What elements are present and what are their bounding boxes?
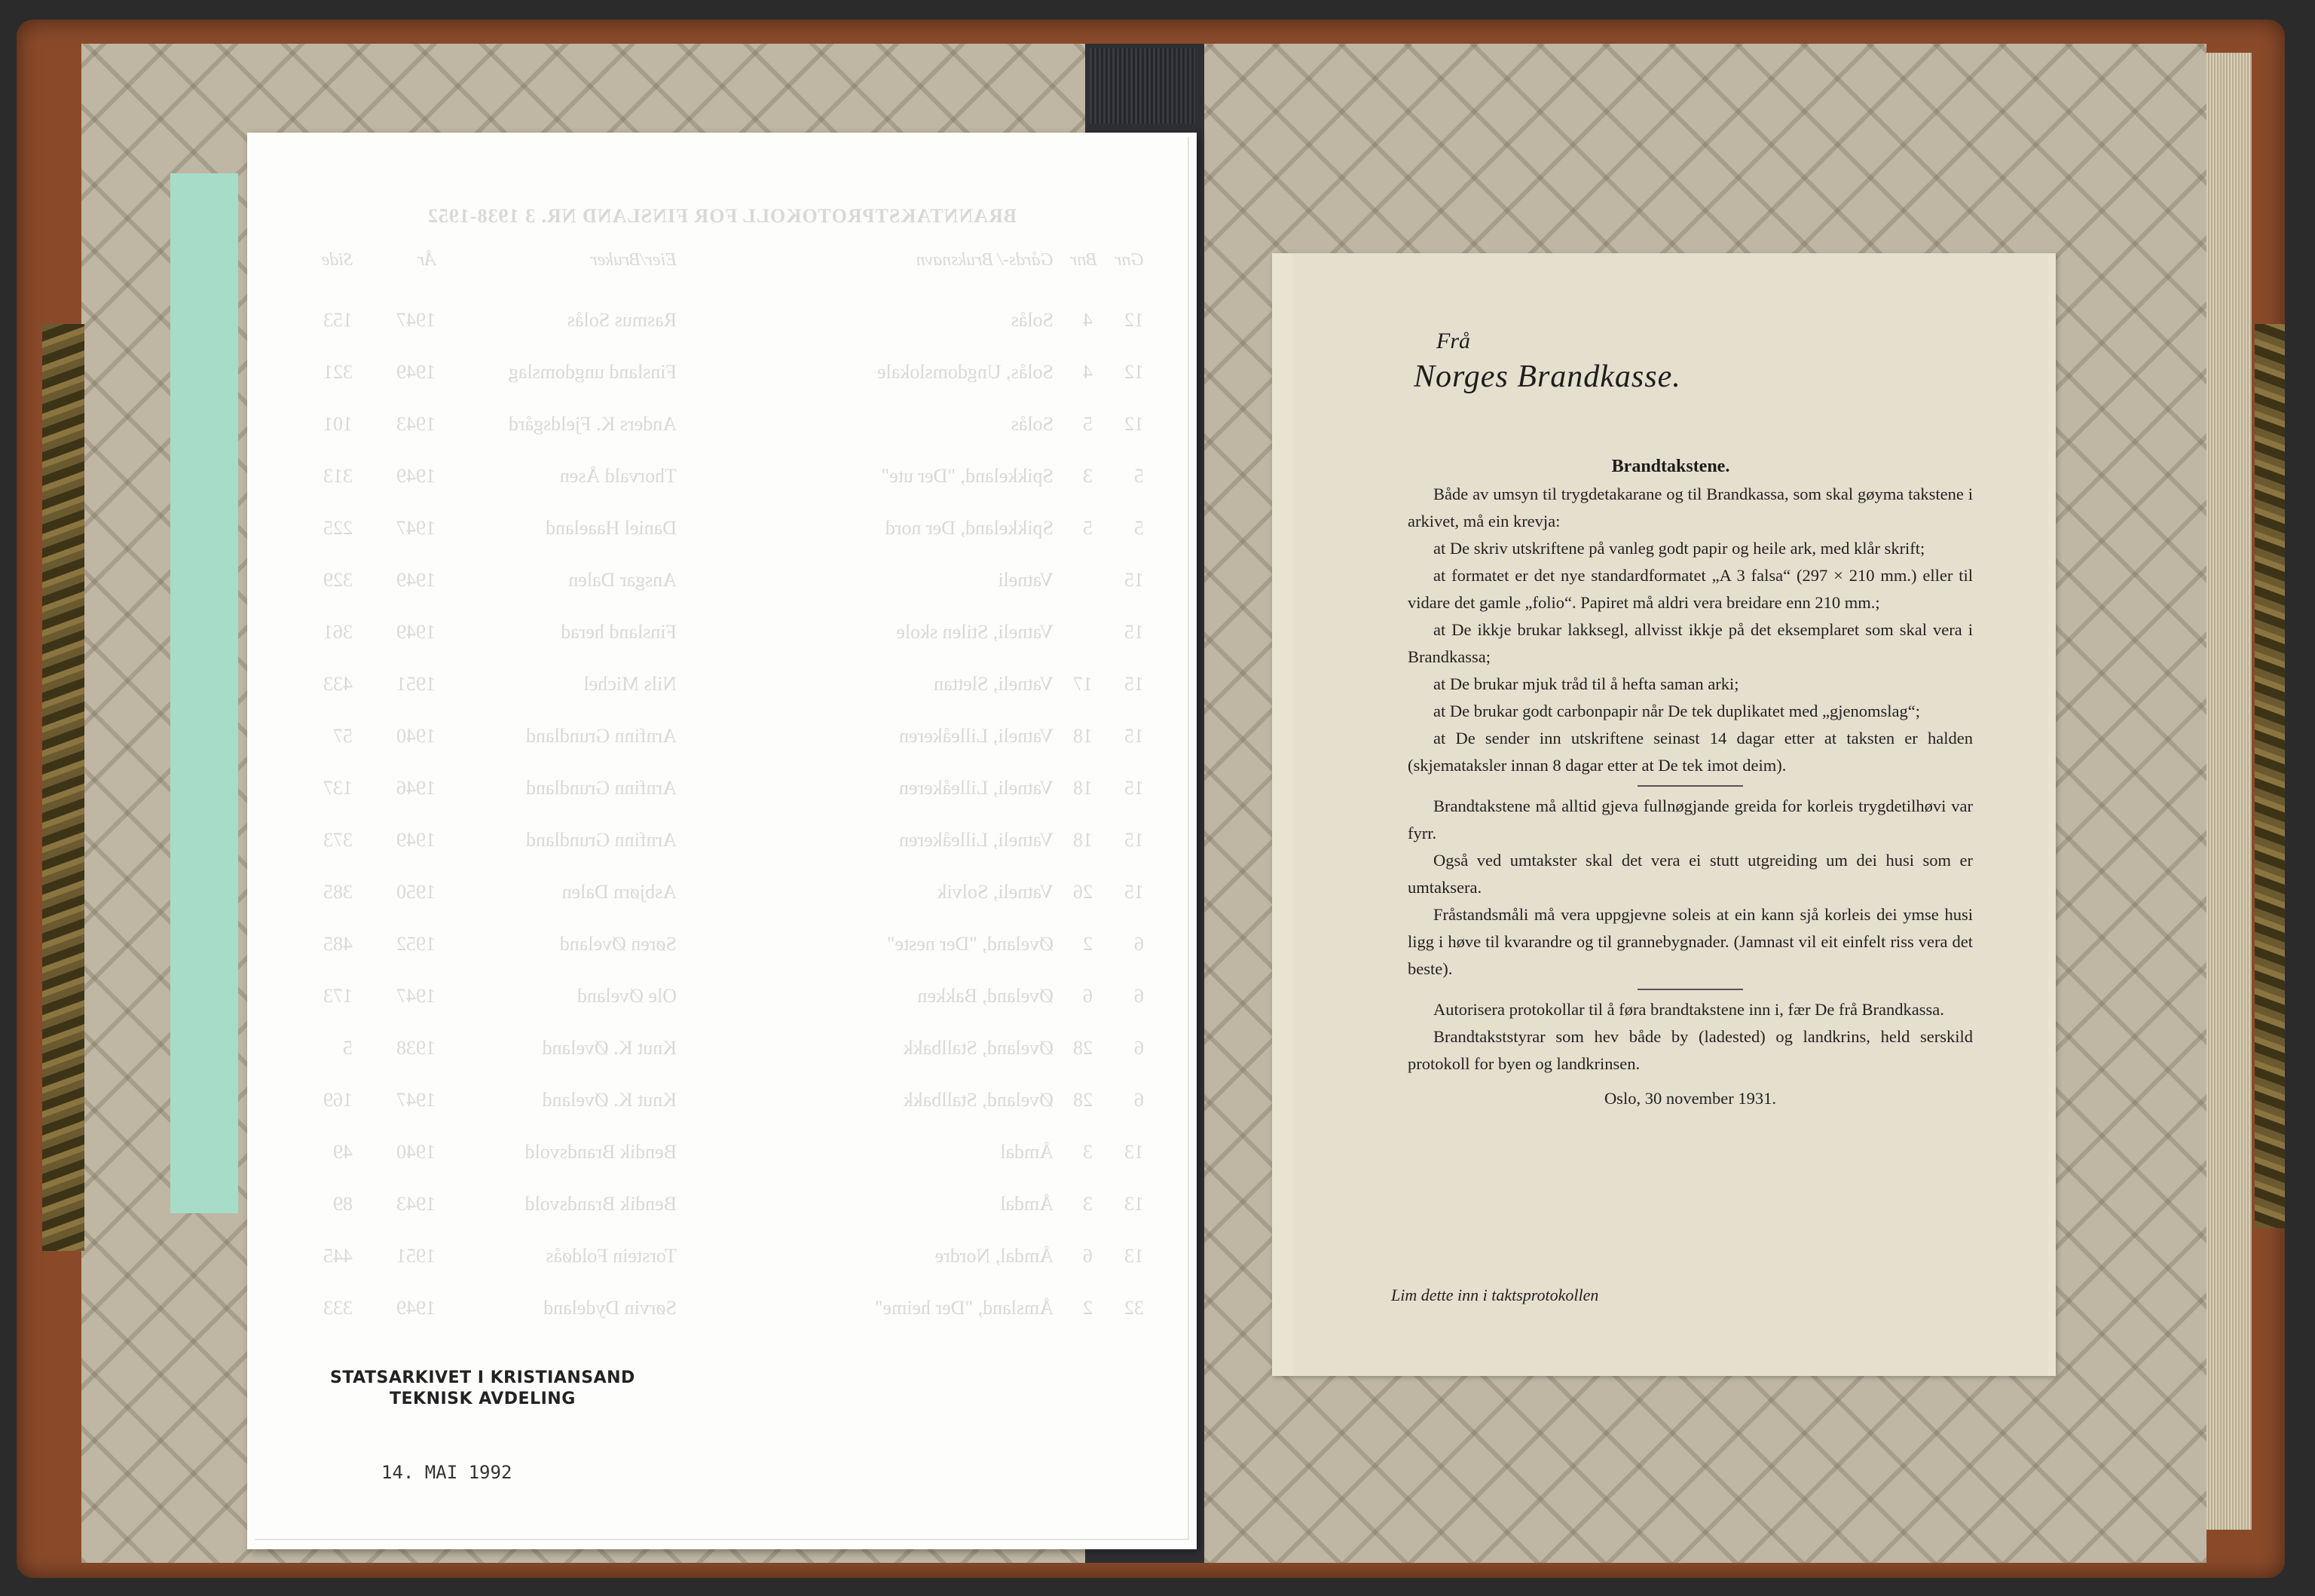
ghost-row xyxy=(255,673,1189,703)
ghost-cell-farm: Åmdal, Nordre xyxy=(934,1245,1054,1267)
notice-p12: Brandtakststyrar som hev både by (ladested) og landkrins, held serskild protokoll for byen og landkrinsen. xyxy=(1408,1027,1973,1073)
notice-p10: Fråstandsmåli må vera uppgjevne soleis at ein kann sjå korleis dei ymse husi ligg i høve til kvarandre og til grannebygnader. (Jamnast vil eit einfelt riss vera det beste). xyxy=(1408,905,1973,978)
ghost-cell-farm: Øveland, "Der neste" xyxy=(886,933,1054,955)
page-block-edge xyxy=(2206,53,2252,1530)
ghost-cell-page: 137 xyxy=(323,777,353,799)
ghost-cell-year: 1949 xyxy=(396,361,436,383)
left-marbled-edge xyxy=(42,324,84,1251)
ghost-cell-gnr: 15 xyxy=(1124,569,1144,591)
ghost-cell-gnr: 15 xyxy=(1124,725,1144,747)
ghost-cell-year: 1947 xyxy=(396,1089,436,1111)
ghost-cell-page: 101 xyxy=(323,413,353,435)
notice-p6: at De brukar godt carbonpapir når De tek duplikatet med „gjenomslag“; xyxy=(1433,702,1921,720)
ghost-cell-bnr: 5 xyxy=(1083,413,1093,435)
notice-p11: Autorisera protokollar til å føra brandtakstene inn i, fær De frå Brandkassa. xyxy=(1433,1000,1944,1019)
ghost-cell-owner: Bendik Brandsvold xyxy=(524,1141,677,1163)
archive-stamp xyxy=(330,1368,635,1410)
ghost-row xyxy=(255,621,1189,651)
ghost-cell-year: 1940 xyxy=(396,1141,436,1163)
ghost-cell-owner: Thorvald Åsen xyxy=(559,465,677,487)
ghost-cell-owner: Søren Øveland xyxy=(559,933,677,955)
ghost-row xyxy=(255,777,1189,807)
ghost-cell-bnr: 18 xyxy=(1073,725,1093,747)
ghost-cell-bnr: 17 xyxy=(1073,673,1093,695)
ghost-row xyxy=(255,1141,1189,1171)
stamp-line-2: TEKNISK AVDELING xyxy=(390,1390,576,1408)
ghost-cell-bnr: 28 xyxy=(1073,1089,1093,1111)
ghost-cell-gnr: 13 xyxy=(1124,1245,1144,1267)
ghost-cell-bnr: 3 xyxy=(1083,465,1093,487)
ghost-cell-bnr: 4 xyxy=(1083,309,1093,331)
notice-heading: Brandtakstene. xyxy=(1611,457,1730,476)
ghost-header-gnr: Gnr xyxy=(1115,250,1144,270)
ghost-cell-gnr: 15 xyxy=(1124,621,1144,643)
notice-fra: Frå xyxy=(1436,329,1470,353)
notice-footer: Lim dette inn i taktsprotokollen xyxy=(1391,1286,1599,1304)
ghost-cell-owner: Finsland herad xyxy=(561,621,677,643)
stamp-date: 14. MAI 1992 xyxy=(381,1462,512,1483)
ghost-cell-gnr: 5 xyxy=(1134,465,1144,487)
ghost-row xyxy=(255,1089,1189,1119)
ghost-cell-farm: Solås xyxy=(1011,413,1054,435)
ghost-row xyxy=(255,413,1189,443)
ghost-cell-gnr: 12 xyxy=(1124,361,1144,383)
ghost-cell-year: 1949 xyxy=(396,829,436,851)
ghost-cell-gnr: 15 xyxy=(1124,777,1144,799)
ghost-cell-owner: Rasmus Solås xyxy=(567,309,677,331)
ghost-cell-owner: Arnfinn Grundland xyxy=(525,777,677,799)
ghost-cell-bnr: 4 xyxy=(1083,361,1093,383)
stamp-line-1: STATSARKIVET I KRISTIANSAND xyxy=(330,1368,635,1387)
ghost-cell-bnr: 3 xyxy=(1083,1141,1093,1163)
notice-p8: Brandtakstene må alltid gjeva fullnøgjande greida for korleis trygdetilhøvi var fyrr. xyxy=(1408,796,1973,842)
ghost-cell-page: 373 xyxy=(323,829,353,851)
ghost-cell-year: 1947 xyxy=(396,517,436,539)
ghost-row xyxy=(255,465,1189,495)
ghost-cell-page: 49 xyxy=(333,1141,353,1163)
ghost-cell-year: 1949 xyxy=(396,465,436,487)
ghost-row xyxy=(255,1245,1189,1275)
ghost-row xyxy=(255,985,1189,1015)
ghost-cell-farm: Åmdal xyxy=(1000,1193,1054,1215)
ghost-cell-owner: Nils Michel xyxy=(583,673,677,695)
ghost-cell-bnr: 18 xyxy=(1073,777,1093,799)
notice-p5: at De brukar mjuk tråd til å hefta saman arki; xyxy=(1433,674,1739,693)
notice-divider-2 xyxy=(1638,989,1743,990)
ghost-cell-page: 329 xyxy=(323,569,353,591)
ghost-cell-gnr: 15 xyxy=(1124,829,1144,851)
ghost-cell-bnr: 2 xyxy=(1083,1297,1093,1319)
ghost-row xyxy=(255,725,1189,755)
ghost-cell-farm: Vatneli xyxy=(998,569,1054,591)
ghost-cell-bnr: 6 xyxy=(1083,985,1093,1007)
ghost-cell-gnr: 13 xyxy=(1124,1193,1144,1215)
ghost-header-bnr: Bnr xyxy=(1070,250,1097,270)
ghost-cell-farm: Vatneli, Slettan xyxy=(934,673,1054,695)
right-marbled-edge xyxy=(2255,324,2285,1228)
ghost-cell-year: 1949 xyxy=(396,1297,436,1319)
ghost-cell-farm: Vatneli, Solvik xyxy=(937,881,1054,903)
ghost-header-farm: Gårds-/ Bruksnavn xyxy=(916,250,1054,270)
ghost-cell-page: 485 xyxy=(323,933,353,955)
brandkasse-notice xyxy=(1272,253,2056,1376)
notice-body xyxy=(1408,481,1973,1112)
ghost-cell-year: 1938 xyxy=(396,1037,436,1059)
ghost-cell-year: 1940 xyxy=(396,725,436,747)
ghost-row xyxy=(255,1193,1189,1223)
ghost-row xyxy=(255,309,1189,339)
ghost-cell-page: 321 xyxy=(323,361,353,383)
notice-p4: at De ikkje brukar lakksegl, allvisst ikkje på det eksemplaret som skal vera i Brandkassa; xyxy=(1408,620,1973,666)
ghost-cell-year: 1952 xyxy=(396,933,436,955)
ghost-cell-page: 445 xyxy=(323,1245,353,1267)
ghost-cell-page: 153 xyxy=(323,309,353,331)
ghost-cell-page: 361 xyxy=(323,621,353,643)
ghost-cell-farm: Solås xyxy=(1011,309,1054,331)
ghost-row xyxy=(255,1037,1189,1067)
ghost-cell-farm: Øveland, Stallbakk xyxy=(903,1037,1054,1059)
ghost-cell-year: 1951 xyxy=(396,673,436,695)
ghost-cell-bnr: 26 xyxy=(1073,881,1093,903)
ghost-cell-gnr: 6 xyxy=(1134,985,1144,1007)
ghost-cell-year: 1950 xyxy=(396,881,436,903)
ghost-cell-farm: Vatneli, Stilen skole xyxy=(896,621,1054,643)
ghost-cell-farm: Åmsland, "Der heime" xyxy=(874,1297,1054,1319)
ghost-cell-year: 1949 xyxy=(396,621,436,643)
ghost-cell-page: 225 xyxy=(323,517,353,539)
ghost-cell-bnr: 6 xyxy=(1083,1245,1093,1267)
ghost-cell-farm: Øveland, Bakken xyxy=(917,985,1054,1007)
ghost-cell-owner: Arnfinn Grundland xyxy=(525,725,677,747)
notice-brand: Norges Brandkasse. xyxy=(1414,359,1681,394)
ghost-cell-gnr: 32 xyxy=(1124,1297,1144,1319)
ghost-row xyxy=(255,569,1189,599)
ghost-cell-farm: Vatneli, Lilleåkeren xyxy=(898,829,1054,851)
ghost-cell-bnr: 5 xyxy=(1083,517,1093,539)
notice-divider-1 xyxy=(1638,785,1743,787)
ghost-cell-page: 169 xyxy=(323,1089,353,1111)
ghost-cell-owner: Knut K. Øveland xyxy=(542,1089,677,1111)
ghost-row xyxy=(255,1297,1189,1327)
notice-p1: Både av umsyn til trygdetakarane og til Brandkassa, som skal gøyma takstene i arkivet, må ein krevja: xyxy=(1408,485,1973,530)
ghost-cell-year: 1947 xyxy=(396,309,436,331)
notice-date: Oslo, 30 november 1931. xyxy=(1604,1089,1777,1108)
ghost-cell-bnr: 2 xyxy=(1083,933,1093,955)
ghost-title: BRANNTAKSTPROTOKOLL FOR FINSLAND NR. 3 1938-1952 xyxy=(427,205,1017,227)
ghost-cell-owner: Knut K. Øveland xyxy=(542,1037,677,1059)
ghost-cell-owner: Finsland ungdomslag xyxy=(508,361,677,383)
ghost-cell-year: 1946 xyxy=(396,777,436,799)
sheet-inner xyxy=(255,137,1189,1540)
ghost-cell-gnr: 6 xyxy=(1134,1037,1144,1059)
ghost-cell-gnr: 5 xyxy=(1134,517,1144,539)
bleed-through-text xyxy=(255,137,1189,1343)
ghost-cell-owner: Bendik Brandsvold xyxy=(524,1193,677,1215)
ghost-cell-farm: Spikkeland, "Der ute" xyxy=(881,465,1054,487)
ghost-cell-year: 1951 xyxy=(396,1245,436,1267)
ghost-cell-year: 1943 xyxy=(396,1193,436,1215)
ghost-cell-bnr: 28 xyxy=(1073,1037,1093,1059)
ghost-cell-bnr: 18 xyxy=(1073,829,1093,851)
ghost-header-page: Side xyxy=(321,250,353,270)
ghost-cell-owner: Anders K. Fjeldsgård xyxy=(508,413,677,435)
ghost-row xyxy=(255,829,1189,859)
ghost-cell-gnr: 6 xyxy=(1134,933,1144,955)
ghost-cell-page: 89 xyxy=(333,1193,353,1215)
ghost-cell-year: 1943 xyxy=(396,413,436,435)
ghost-cell-year: 1947 xyxy=(396,985,436,1007)
ghost-cell-year: 1949 xyxy=(396,569,436,591)
ghost-cell-page: 313 xyxy=(323,465,353,487)
green-tab-strip xyxy=(170,173,238,1213)
ghost-header-owner: Eier/Bruker xyxy=(590,250,677,270)
ghost-cell-gnr: 12 xyxy=(1124,413,1144,435)
ghost-cell-gnr: 13 xyxy=(1124,1141,1144,1163)
notice-p2: at De skriv utskriftene på vanleg godt papir og heile ark, med klår skrift; xyxy=(1433,539,1925,558)
ghost-cell-bnr: 3 xyxy=(1083,1193,1093,1215)
ghost-cell-page: 385 xyxy=(323,881,353,903)
ghost-cell-farm: Åmdal xyxy=(1000,1141,1054,1163)
notice-p9: Også ved umtakster skal det vera ei stutt utgreiding um dei husi som er umtaksera. xyxy=(1408,851,1973,897)
ghost-cell-gnr: 15 xyxy=(1124,881,1144,903)
notice-p7: at De sender inn utskriftene seinast 14 dagar etter at taksten er halden (skjemataksler innan 8 dagar etter at De tek imot deim). xyxy=(1408,729,1973,775)
ghost-cell-owner: Ole Øveland xyxy=(576,985,677,1007)
ghost-cell-farm: Spikkeland, Der nord xyxy=(885,517,1054,539)
left-inserted-sheet xyxy=(247,133,1197,1549)
spine-cloth xyxy=(1090,48,1195,124)
ghost-cell-gnr: 15 xyxy=(1124,673,1144,695)
ghost-cell-farm: Vatneli, Lilleåkeren xyxy=(898,725,1054,747)
ghost-cell-page: 5 xyxy=(343,1037,353,1059)
ghost-header-year: År xyxy=(417,250,436,270)
notice-paper xyxy=(1293,253,2048,1376)
ghost-cell-page: 173 xyxy=(323,985,353,1007)
ghost-cell-owner: Sørvin Dydeland xyxy=(543,1297,677,1319)
ghost-cell-owner: Arnfinn Grundland xyxy=(525,829,677,851)
ghost-row xyxy=(255,881,1189,911)
ghost-cell-gnr: 6 xyxy=(1134,1089,1144,1111)
ghost-cell-owner: Torstein Foldøås xyxy=(546,1245,677,1267)
ghost-row xyxy=(255,361,1189,391)
ghost-cell-owner: Asbjørn Dalen xyxy=(561,881,677,903)
ghost-cell-owner: Ansgar Dalen xyxy=(568,569,677,591)
ghost-cell-page: 333 xyxy=(323,1297,353,1319)
ghost-cell-farm: Solås, Ungdomslokale xyxy=(877,361,1054,383)
ghost-cell-farm: Vatneli, Lilleåkeren xyxy=(898,777,1054,799)
ghost-row xyxy=(255,933,1189,963)
ghost-cell-gnr: 12 xyxy=(1124,309,1144,331)
ghost-cell-farm: Øveland, Stallbakk xyxy=(903,1089,1054,1111)
ghost-cell-page: 433 xyxy=(323,673,353,695)
ghost-cell-page: 57 xyxy=(333,725,353,747)
notice-p3: at formatet er det nye standardformatet „A 3 falsa“ (297 × 210 mm.) eller til vidare det gamle „folio“. Papiret må aldri vera breidare enn 210 mm.; xyxy=(1408,566,1973,612)
ghost-row xyxy=(255,517,1189,547)
ghost-cell-owner: Daniel Haaeland xyxy=(546,517,677,539)
